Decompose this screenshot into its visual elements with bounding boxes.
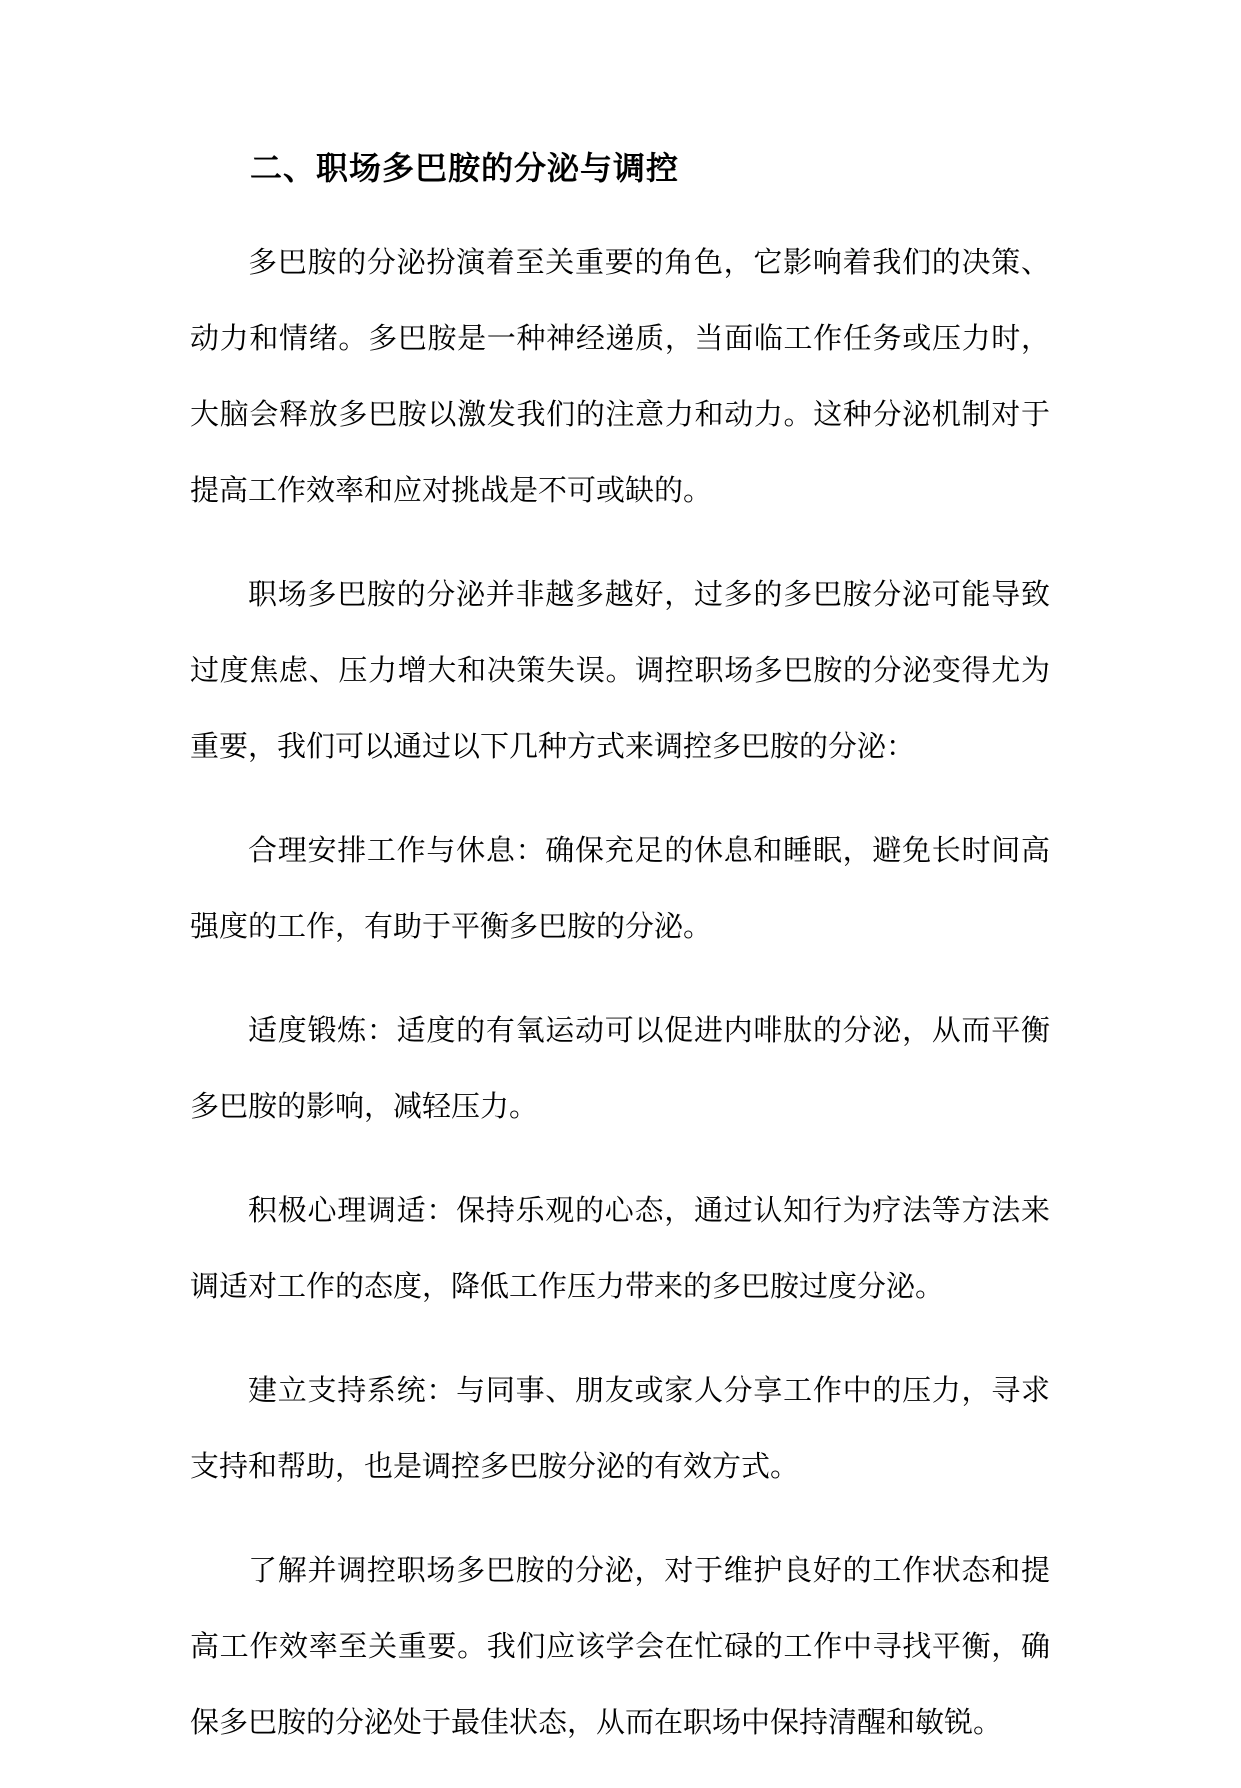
paragraph-intro: 多巴胺的分泌扮演着至关重要的角色，它影响着我们的决策、动力和情绪。多巴胺是一种神经递质，当面临工作任务或压力时，大脑会释放多巴胺以激发我们的注意力和动力。这种分泌机制对于提高工作效率和应对挑战是不可或缺的。 [190, 245, 1050, 507]
section-heading: 二、职场多巴胺的分泌与调控 [250, 149, 680, 187]
paragraph-regulation: 职场多巴胺的分泌并非越多越好，过多的多巴胺分泌可能导致过度焦虑、压力增大和决策失误。调控职场多巴胺的分泌变得尤为重要，我们可以通过以下几种方式来调控多巴胺的分泌： [190, 577, 1050, 763]
document-body [190, 224, 1050, 1788]
paragraph-rest: 合理安排工作与休息：确保充足的休息和睡眠，避免长时间高强度的工作，有助于平衡多巴胺的分泌。 [190, 833, 1050, 943]
paragraph-mindset: 积极心理调适：保持乐观的心态，通过认知行为疗法等方法来调适对工作的态度，降低工作压力带来的多巴胺过度分泌。 [190, 1193, 1050, 1303]
paragraph-exercise: 适度锻炼：适度的有氧运动可以促进内啡肽的分泌，从而平衡多巴胺的影响，减轻压力。 [190, 1013, 1050, 1123]
paragraph-support: 建立支持系统：与同事、朋友或家人分享工作中的压力，寻求支持和帮助，也是调控多巴胺分泌的有效方式。 [190, 1373, 1050, 1483]
paragraph-conclusion: 了解并调控职场多巴胺的分泌，对于维护良好的工作状态和提高工作效率至关重要。我们应该学会在忙碌的工作中寻找平衡，确保多巴胺的分泌处于最佳状态，从而在职场中保持清醒和敏锐。 [190, 1553, 1050, 1739]
